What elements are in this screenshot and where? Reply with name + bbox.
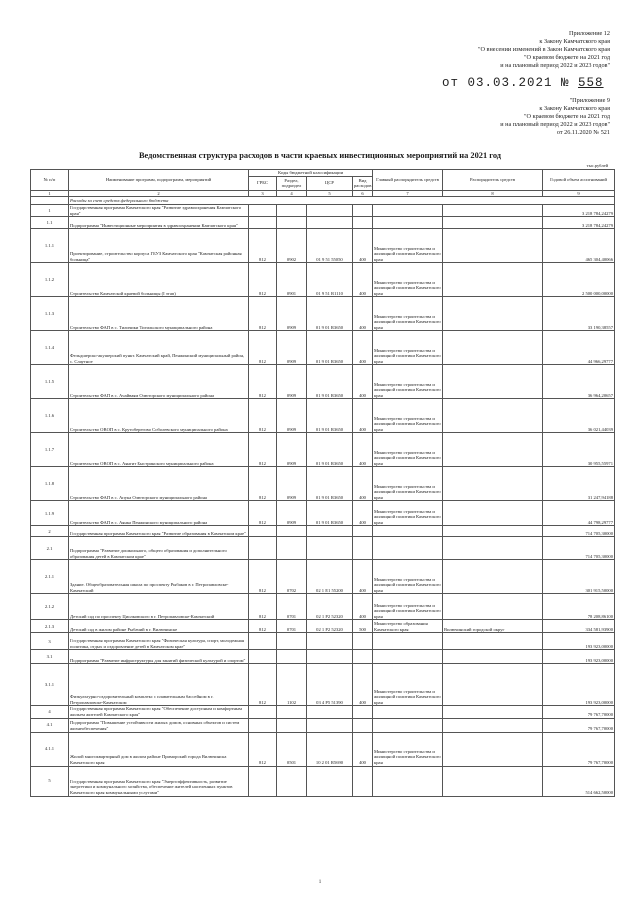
row-csr: 01 9 01 R3650 bbox=[307, 297, 353, 331]
appendix-header bbox=[310, 30, 610, 70]
row-csr: 01 9 01 R3650 bbox=[307, 331, 353, 365]
row-section bbox=[277, 217, 307, 229]
row-vr bbox=[353, 766, 373, 796]
row-csr bbox=[307, 537, 353, 560]
row-csr: 02 1 P2 52320 bbox=[307, 594, 353, 620]
row-section bbox=[277, 633, 307, 650]
row-number: 1.1.2 bbox=[31, 263, 69, 297]
row-vr: 400 bbox=[353, 732, 373, 766]
row-grbs: 812 bbox=[249, 433, 277, 467]
row-amount: 44 966,29777 bbox=[543, 331, 615, 365]
row-manager bbox=[443, 706, 543, 718]
table-row bbox=[31, 263, 615, 297]
row-manager bbox=[443, 205, 543, 217]
col-name-header: Наименование программ, подпрограмм, мероприятий bbox=[69, 170, 249, 191]
row-name: Жилой многоквартирный дом в жилом районе Приморский города Вилючинска Камчатского края bbox=[69, 732, 249, 766]
row-manager bbox=[443, 297, 543, 331]
row-manager bbox=[443, 560, 543, 594]
row-number: 1.1.9 bbox=[31, 501, 69, 526]
row-vr: 400 bbox=[353, 365, 373, 399]
table-row bbox=[31, 526, 615, 537]
row-number: 3.1.1 bbox=[31, 664, 69, 706]
row-amount: 193 923,00000 bbox=[543, 633, 615, 650]
row-main-manager: Министерство строительства и жилищной политики Камчатского края bbox=[373, 263, 443, 297]
header2-line: "О краевом бюджете на 2021 год bbox=[524, 113, 610, 120]
row-name: Фельдшерско-акушерский пункт. Камчатский край, Пенжинский муниципальный район, с. Слаутное bbox=[69, 331, 249, 365]
row-csr bbox=[307, 706, 353, 718]
row-manager bbox=[443, 732, 543, 766]
row-csr bbox=[307, 205, 353, 217]
row-number: 1.1.8 bbox=[31, 467, 69, 501]
document-title: Ведомственная структура расходов в части краевых инвестиционных мероприятий на 2021 год bbox=[138, 151, 502, 160]
row-vr: 400 bbox=[353, 664, 373, 706]
table-row bbox=[31, 594, 615, 620]
col-section-header: Раздел, подраздел bbox=[277, 176, 307, 190]
row-vr: 400 bbox=[353, 263, 373, 297]
row-number: 3 bbox=[31, 633, 69, 650]
header-line: "О внесении изменений в Закон Камчатского края bbox=[478, 46, 610, 53]
row-section bbox=[277, 537, 307, 560]
row-name: Подпрограмма "Инвестиционные мероприятия в здравоохранении Камчатского края" bbox=[69, 217, 249, 229]
row-amount: 78 208,86100 bbox=[543, 594, 615, 620]
table-row bbox=[31, 229, 615, 263]
row-amount: 3 218 784,24279 bbox=[543, 217, 615, 229]
row-name: Государственная программа Камчатского края "Развитие образования в Камчатском крае" bbox=[69, 526, 249, 537]
table-row bbox=[31, 650, 615, 664]
col-number: 8 bbox=[443, 190, 543, 197]
row-section bbox=[277, 766, 307, 796]
header-line: "О краевом бюджете на 2021 год bbox=[524, 54, 610, 61]
row-vr bbox=[353, 706, 373, 718]
row-csr: 01 9 51 R1110 bbox=[307, 263, 353, 297]
row-name: Строительство ФАП в с. Аянка Пенжинского муниципального района bbox=[69, 501, 249, 526]
row-amount: 30 955,55971 bbox=[543, 433, 615, 467]
row-manager bbox=[443, 399, 543, 433]
row-number: 4.1 bbox=[31, 718, 69, 732]
col-number: 4 bbox=[277, 190, 307, 197]
row-manager bbox=[443, 365, 543, 399]
row-amount: 33 190,38557 bbox=[543, 297, 615, 331]
table-row bbox=[31, 633, 615, 650]
row-manager bbox=[443, 433, 543, 467]
row-vr bbox=[353, 537, 373, 560]
row-amount: 79 767,70000 bbox=[543, 706, 615, 718]
row-name: Государственная программа Камчатского края "Физическая культура, спорт, молодежная политика, отдых и оздоровление детей в Камчатском крае" bbox=[69, 633, 249, 650]
header2-line: и на плановый период 2022 и 2023 годов" bbox=[500, 121, 610, 128]
row-vr bbox=[353, 718, 373, 732]
row-number: 1.1 bbox=[31, 217, 69, 229]
row-main-manager: Министерство строительства и жилищной политики Камчатского края bbox=[373, 433, 443, 467]
row-name: Строительство ФАП в с. Апука Олюторского муниципального района bbox=[69, 467, 249, 501]
col-gr-header: Главный распорядитель средств bbox=[373, 170, 443, 191]
row-csr: 10 2 01 R5690 bbox=[307, 732, 353, 766]
row-grbs: 812 bbox=[249, 229, 277, 263]
table-row bbox=[31, 433, 615, 467]
row-main-manager: Министерство строительства и жилищной политики Камчатского края bbox=[373, 399, 443, 433]
row-name: Государственная программа Камчатского края "Развитие здравоохранения Камчатского края" bbox=[69, 205, 249, 217]
row-section: 0909 bbox=[277, 433, 307, 467]
row-number: 1.1.6 bbox=[31, 399, 69, 433]
row-grbs: 812 bbox=[249, 297, 277, 331]
row-main-manager bbox=[373, 537, 443, 560]
row-number: 2.1.3 bbox=[31, 620, 69, 633]
row-vr bbox=[353, 633, 373, 650]
row-manager: Вилючинский городской округ bbox=[443, 620, 543, 633]
col-csr-header: ЦСР bbox=[307, 176, 353, 190]
row-main-manager: Министерство строительства и жилищной политики Камчатского края bbox=[373, 229, 443, 263]
row-main-manager: Министерство строительства и жилищной политики Камчатского края bbox=[373, 664, 443, 706]
table-row bbox=[31, 732, 615, 766]
row-vr: 400 bbox=[353, 560, 373, 594]
row-main-manager: Министерство строительства и жилищной политики Камчатского края bbox=[373, 732, 443, 766]
row-manager bbox=[443, 537, 543, 560]
row-csr: 01 9 01 R3650 bbox=[307, 433, 353, 467]
row-section bbox=[277, 718, 307, 732]
table-row bbox=[31, 560, 615, 594]
row-number: 5 bbox=[31, 766, 69, 796]
row-csr bbox=[307, 633, 353, 650]
row-grbs: 812 bbox=[249, 501, 277, 526]
row-grbs: 812 bbox=[249, 467, 277, 501]
row-csr bbox=[307, 718, 353, 732]
row-manager bbox=[443, 633, 543, 650]
row-section: 0909 bbox=[277, 365, 307, 399]
row-section: 0909 bbox=[277, 331, 307, 365]
row-grbs bbox=[249, 205, 277, 217]
law-date-stamp bbox=[442, 76, 604, 90]
col-amount-header: Годовой объем ассигнований bbox=[543, 170, 615, 191]
row-vr: 500 bbox=[353, 620, 373, 633]
header-line: к Закону Камчатского края bbox=[539, 38, 610, 45]
row-main-manager: Министерство строительства и жилищной политики Камчатского края bbox=[373, 297, 443, 331]
row-section: 0501 bbox=[277, 732, 307, 766]
row-grbs: 812 bbox=[249, 331, 277, 365]
row-vr: 400 bbox=[353, 399, 373, 433]
row-number: 1.1.4 bbox=[31, 331, 69, 365]
stamp-number: 558 bbox=[578, 76, 604, 90]
row-section: 0701 bbox=[277, 620, 307, 633]
stamp-prefix: от 03.03.2021 № bbox=[442, 76, 579, 90]
table-row bbox=[31, 620, 615, 633]
col-rec-header: Распорядитель средств bbox=[443, 170, 543, 191]
unit-label: тыс.рублей bbox=[586, 163, 608, 168]
section-note: Расходы за счет средств федерального бюджета bbox=[69, 197, 615, 205]
col-grbs-header: ГРБС bbox=[249, 176, 277, 190]
table-row bbox=[31, 297, 615, 331]
row-csr: 01 9 01 R3650 bbox=[307, 467, 353, 501]
row-vr bbox=[353, 650, 373, 664]
row-main-manager: Министерство строительства и жилищной политики Камчатского края bbox=[373, 560, 443, 594]
table-row bbox=[31, 399, 615, 433]
col-number: 3 bbox=[249, 190, 277, 197]
row-number: 2.1 bbox=[31, 537, 69, 560]
row-name: Детский сад в жилом районе Рыбачий в г. Вилючинске bbox=[69, 620, 249, 633]
row-grbs bbox=[249, 537, 277, 560]
row-grbs: 812 bbox=[249, 365, 277, 399]
row-vr bbox=[353, 526, 373, 537]
row-manager bbox=[443, 594, 543, 620]
row-main-manager bbox=[373, 633, 443, 650]
row-main-manager bbox=[373, 650, 443, 664]
header-line: Приложение 12 bbox=[569, 30, 610, 37]
row-grbs bbox=[249, 766, 277, 796]
row-manager bbox=[443, 217, 543, 229]
row-manager bbox=[443, 650, 543, 664]
row-section: 0909 bbox=[277, 501, 307, 526]
row-number: 2 bbox=[31, 526, 69, 537]
row-section bbox=[277, 650, 307, 664]
row-grbs: 812 bbox=[249, 594, 277, 620]
row-csr: 03 4 P5 51390 bbox=[307, 664, 353, 706]
row-name: Подпрограмма "Развитие дошкольного, общего образования и дополнительного образования детей в Камчатском крае" bbox=[69, 537, 249, 560]
row-vr: 400 bbox=[353, 331, 373, 365]
row-number: 1.1.7 bbox=[31, 433, 69, 467]
row-number: 1.1.5 bbox=[31, 365, 69, 399]
row-manager bbox=[443, 664, 543, 706]
row-csr bbox=[307, 217, 353, 229]
row-amount: 31 247,94188 bbox=[543, 467, 615, 501]
col-number: 2 bbox=[69, 190, 249, 197]
table-row bbox=[31, 718, 615, 732]
row-amount: 79 767,70000 bbox=[543, 718, 615, 732]
row-name: Проектирование, строительство корпуса ГБУЗ Камчатского края "Камчатская районная больница" bbox=[69, 229, 249, 263]
row-amount: 714 705,30000 bbox=[543, 537, 615, 560]
row-main-manager bbox=[373, 217, 443, 229]
header2-line: "Приложение 9 bbox=[569, 97, 610, 104]
row-manager bbox=[443, 526, 543, 537]
table-row bbox=[31, 217, 615, 229]
table-row bbox=[31, 706, 615, 718]
table-row bbox=[31, 766, 615, 796]
row-main-manager: Министерство строительства и жилищной политики Камчатского края bbox=[373, 365, 443, 399]
row-number: 4 bbox=[31, 706, 69, 718]
table-row bbox=[31, 467, 615, 501]
row-grbs: 812 bbox=[249, 560, 277, 594]
row-name: Строительство ФАП в с. Ачайваям Олюторского муниципального района bbox=[69, 365, 249, 399]
row-amount: 714 705,30000 bbox=[543, 526, 615, 537]
col-number: 9 bbox=[543, 190, 615, 197]
row-amount: 301 915,50000 bbox=[543, 560, 615, 594]
table-row bbox=[31, 664, 615, 706]
table-row bbox=[31, 205, 615, 217]
row-section: 0902 bbox=[277, 229, 307, 263]
row-section: 0909 bbox=[277, 467, 307, 501]
row-amount: 514 662,50000 bbox=[543, 766, 615, 796]
row-amount: 3 218 784,24279 bbox=[543, 205, 615, 217]
col-number: 5 bbox=[307, 190, 353, 197]
row-name: Строительство ОВОП в с. Крутоберегово Соболевского муниципального района bbox=[69, 399, 249, 433]
row-grbs: 812 bbox=[249, 620, 277, 633]
column-numbers-row bbox=[31, 190, 615, 197]
row-number: 4.1.1 bbox=[31, 732, 69, 766]
col-number: 6 bbox=[353, 190, 373, 197]
row-grbs bbox=[249, 526, 277, 537]
col-vr-header: Вид расходов bbox=[354, 177, 372, 189]
row-csr: 01 9 51 55050 bbox=[307, 229, 353, 263]
row-main-manager bbox=[373, 205, 443, 217]
row-grbs: 812 bbox=[249, 263, 277, 297]
table-row bbox=[31, 537, 615, 560]
row-grbs: 812 bbox=[249, 399, 277, 433]
row-main-manager bbox=[373, 526, 443, 537]
col-number: 1 bbox=[31, 190, 69, 197]
row-amount: 79 767,70000 bbox=[543, 732, 615, 766]
row-amount: 2 500 000,00000 bbox=[543, 263, 615, 297]
row-section: 0701 bbox=[277, 594, 307, 620]
row-main-manager: Министерство образования Камчатского края bbox=[373, 620, 443, 633]
row-vr: 400 bbox=[353, 297, 373, 331]
row-main-manager: Министерство строительства и жилищной политики Камчатского края bbox=[373, 501, 443, 526]
row-csr: 02 1 P2 52320 bbox=[307, 620, 353, 633]
row-section: 0909 bbox=[277, 297, 307, 331]
row-name: Физкультурно-оздоровительный комплекс с плавательным бассейном в г. Петропавловске-Камчатском bbox=[69, 664, 249, 706]
row-amount: 193 923,00000 bbox=[543, 664, 615, 706]
row-main-manager: Министерство строительства и жилищной политики Камчатского края bbox=[373, 331, 443, 365]
row-grbs bbox=[249, 650, 277, 664]
expenditure-table bbox=[30, 169, 615, 797]
row-manager bbox=[443, 718, 543, 732]
row-section: 0702 bbox=[277, 560, 307, 594]
row-amount: 36 964,20657 bbox=[543, 365, 615, 399]
row-grbs bbox=[249, 633, 277, 650]
row-number: 1 bbox=[31, 205, 69, 217]
header2-line: от 26.11.2020 № 521 bbox=[556, 129, 610, 136]
col-codes-header: Коды бюджетной классификации bbox=[249, 170, 373, 177]
row-section: 0901 bbox=[277, 263, 307, 297]
table-body bbox=[31, 205, 615, 796]
row-amount: 465 304,40066 bbox=[543, 229, 615, 263]
table-row bbox=[31, 501, 615, 526]
table-row bbox=[31, 331, 615, 365]
row-csr bbox=[307, 766, 353, 796]
row-amount: 193 923,00000 bbox=[543, 650, 615, 664]
header-line: и на плановый период 2022 и 2023 годов" bbox=[500, 62, 610, 69]
row-main-manager: Министерство строительства и жилищной политики Камчатского края bbox=[373, 467, 443, 501]
row-manager bbox=[443, 467, 543, 501]
row-vr: 400 bbox=[353, 229, 373, 263]
row-name: Государственная программа Камчатского края "Энергоэффективность, развитие энергетики и коммунального хозяйства, обеспечение жителей населенных пунктов Камчатского края коммунальными услугами" bbox=[69, 766, 249, 796]
table-row bbox=[31, 365, 615, 399]
row-vr: 400 bbox=[353, 433, 373, 467]
row-manager bbox=[443, 766, 543, 796]
row-vr: 400 bbox=[353, 467, 373, 501]
row-name: Строительство ОВОП в с. Аянгит Быстринского муниципального района bbox=[69, 433, 249, 467]
row-main-manager bbox=[373, 706, 443, 718]
row-vr bbox=[353, 205, 373, 217]
row-section bbox=[277, 205, 307, 217]
row-vr bbox=[353, 217, 373, 229]
row-manager bbox=[443, 229, 543, 263]
row-csr: 01 9 01 R3650 bbox=[307, 399, 353, 433]
row-amount: 44 798,29777 bbox=[543, 501, 615, 526]
row-section: 1102 bbox=[277, 664, 307, 706]
row-number: 3.1 bbox=[31, 650, 69, 664]
row-name: Строительство Камчатской краевой больницы (I этап) bbox=[69, 263, 249, 297]
row-section bbox=[277, 706, 307, 718]
row-grbs: 812 bbox=[249, 732, 277, 766]
row-csr bbox=[307, 526, 353, 537]
previous-appendix-header bbox=[310, 97, 610, 137]
row-name: Подпрограмма "Развитие инфраструктуры для занятий физической культурой и спортом" bbox=[69, 650, 249, 664]
row-name: Государственная программа Камчатского края "Обеспечение доступным и комфортным жильем жителей Камчатского края" bbox=[69, 706, 249, 718]
row-grbs bbox=[249, 706, 277, 718]
row-csr: 01 9 01 R3650 bbox=[307, 501, 353, 526]
row-main-manager bbox=[373, 718, 443, 732]
row-name: Строительство ФАП в с. Тиличики Тигильского муниципального района bbox=[69, 297, 249, 331]
row-manager bbox=[443, 331, 543, 365]
row-grbs bbox=[249, 718, 277, 732]
row-amount: 334 581,93900 bbox=[543, 620, 615, 633]
col-num-header: № п/п bbox=[31, 170, 69, 191]
row-number: 2.1.2 bbox=[31, 594, 69, 620]
row-amount: 36 021,44039 bbox=[543, 399, 615, 433]
row-section: 0909 bbox=[277, 399, 307, 433]
row-vr: 400 bbox=[353, 594, 373, 620]
row-manager bbox=[443, 263, 543, 297]
page-number: 1 bbox=[318, 880, 322, 885]
col-number: 7 bbox=[373, 190, 443, 197]
row-name: Подпрограмма "Повышение устойчивости жилых домов, основных объектов и систем жизнеобеспечения" bbox=[69, 718, 249, 732]
row-name: Здание. Общеобразовательная школа по проспекту Рыбаков в г. Петропавловске-Камчатский bbox=[69, 560, 249, 594]
row-grbs: 812 bbox=[249, 664, 277, 706]
row-csr: 02 1 E1 55200 bbox=[307, 560, 353, 594]
row-vr: 400 bbox=[353, 501, 373, 526]
row-name: Детский сад по проспекту Циолковского в г. Петропавловске-Камчатский bbox=[69, 594, 249, 620]
row-manager bbox=[443, 501, 543, 526]
row-csr bbox=[307, 650, 353, 664]
header2-line: к Закону Камчатского края bbox=[539, 105, 610, 112]
row-grbs bbox=[249, 217, 277, 229]
row-number: 1.1.3 bbox=[31, 297, 69, 331]
row-number: 1.1.1 bbox=[31, 229, 69, 263]
row-main-manager: Министерство строительства и жилищной политики Камчатского края bbox=[373, 594, 443, 620]
row-main-manager bbox=[373, 766, 443, 796]
row-csr: 01 9 01 R3650 bbox=[307, 365, 353, 399]
row-section bbox=[277, 526, 307, 537]
row-number: 2.1.1 bbox=[31, 560, 69, 594]
